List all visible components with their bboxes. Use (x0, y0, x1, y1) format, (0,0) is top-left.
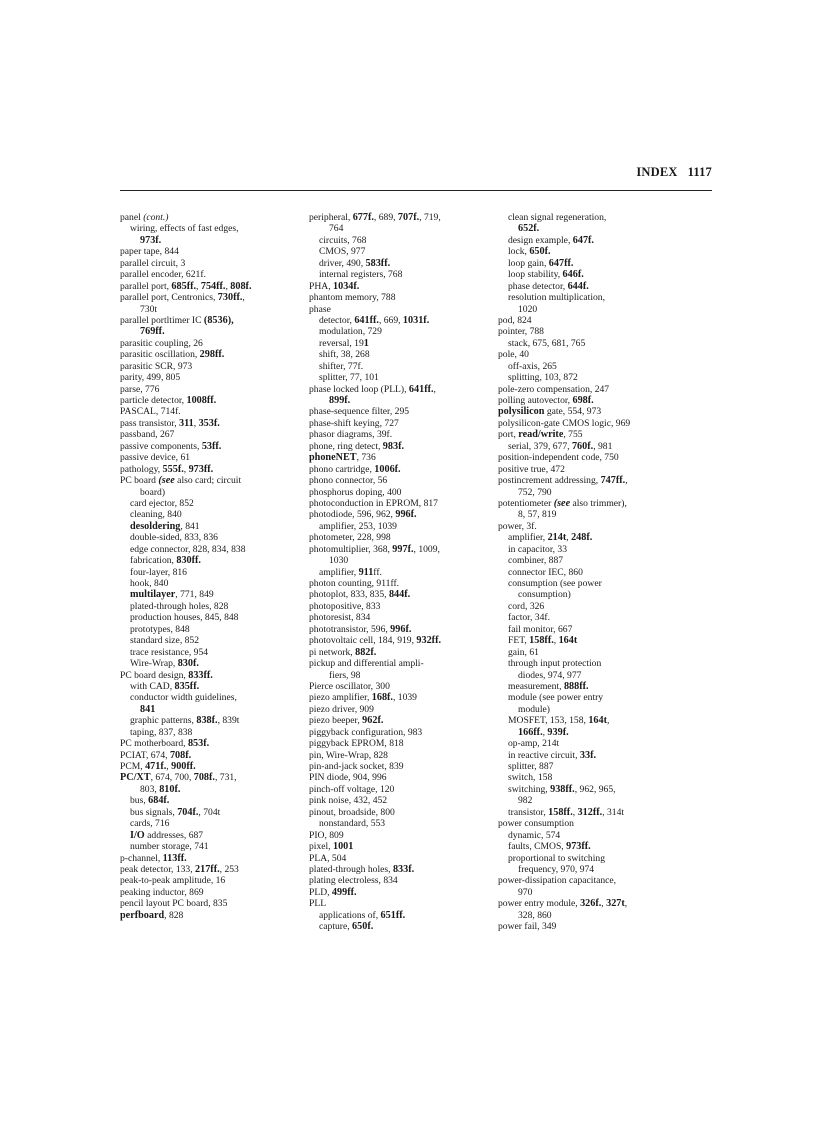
index-subentry: multilayer, 771, 849 (130, 589, 214, 601)
index-subentry: 841 (140, 703, 156, 715)
index-subentry: faults, CMOS, 973ff. (508, 841, 591, 853)
index-entry: piezo amplifier, 168f., 1039 (309, 692, 417, 704)
index-subentry: nonstandard, 553 (319, 818, 386, 830)
index-entry: parallel circuit, 3 (120, 257, 186, 269)
index-subentry: bus signals, 704f., 704t (130, 806, 221, 818)
index-entry: plated-through holes, 833f. (309, 863, 415, 875)
index-subentry: plated-through holes, 828 (130, 600, 229, 612)
index-subentry: measurement, 888ff. (508, 680, 589, 692)
index-entry: polysilicon gate, 554, 973 (498, 406, 602, 418)
index-subentry: proportional to switching (508, 852, 605, 864)
index-subentry: CMOS, 977 (319, 246, 366, 258)
index-entry: p-channel, 113ff. (120, 852, 187, 864)
index-subentry: prototypes, 848 (130, 623, 190, 635)
index-subentry: wiring, effects of fast edges, (130, 223, 239, 235)
index-subentry: op-amp, 214t (508, 738, 560, 750)
index-subentry: four-layer, 816 (130, 566, 187, 578)
index-subentry: switching, 938ff., 962, 965, (508, 783, 616, 795)
index-entry: paper tape, 844 (120, 246, 179, 258)
page-header (120, 165, 712, 185)
index-entry: parasitic coupling, 26 (120, 337, 203, 349)
index-entry: passband, 267 (120, 429, 175, 441)
index-entry: PC/XT, 674, 700, 708f., 731, (120, 772, 237, 784)
index-subentry: 752, 790 (518, 486, 552, 498)
index-subentry: 899f. (329, 395, 351, 406)
index-subentry: module (see power entry (508, 692, 604, 704)
index-entry: polling autovector, 698f. (498, 395, 594, 406)
index-entry: pin-and-jack socket, 839 (309, 761, 404, 772)
index-subentry: shifter, 77f. (319, 360, 364, 372)
index-subentry: clean signal regeneration, (508, 212, 607, 223)
index-subentry: 730t (140, 303, 158, 315)
index-subentry: with CAD, 835ff. (130, 680, 200, 692)
index-subentry: 8, 57, 819 (518, 509, 557, 521)
index-subentry: loop stability, 646f. (508, 269, 584, 281)
index-subentry: card ejector, 852 (130, 497, 194, 509)
index-subentry: loop gain, 647ff. (508, 257, 574, 269)
index-entry: pod, 824 (498, 314, 532, 326)
index-subentry: internal registers, 768 (319, 269, 403, 281)
index-entry: pole, 40 (498, 349, 529, 361)
index-subentry: transistor, 158ff., 312ff., 314t (508, 806, 625, 818)
index-entry: photovoltaic cell, 184, 919, 932ff. (309, 635, 442, 647)
index-entry: power fail, 349 (498, 921, 557, 933)
index-entry: parallel port, 685ff., 754ff., 808f. (120, 280, 252, 292)
index-subentry: connector IEC, 860 (508, 566, 583, 578)
index-subentry: fabrication, 830ff. (130, 555, 201, 567)
index-subentry: 982 (518, 795, 533, 807)
index-entry: peripheral, 677f., 689, 707f., 719, (309, 212, 441, 223)
index-entry: PLL (309, 898, 327, 910)
index-subentry: combiner, 887 (508, 555, 564, 567)
index-subentry: frequency, 970, 974 (518, 863, 595, 875)
index-entry: parasitic SCR, 973 (120, 360, 193, 372)
index-entry: pointer, 788 (498, 326, 544, 338)
index-entry: phoneNET, 736 (309, 452, 376, 464)
index-entry: phase (309, 303, 331, 315)
index-subentry: modulation, 729 (319, 326, 382, 338)
index-entry: postincrement addressing, 747ff., (498, 475, 628, 487)
index-entry: particle detector, 1008ff. (120, 395, 217, 406)
index-subentry: shift, 38, 268 (319, 349, 370, 361)
index-entry: PASCAL, 714f. (120, 406, 181, 418)
index-subentry: switch, 158 (508, 772, 553, 784)
index-subentry: cord, 326 (508, 600, 545, 612)
index-subentry: circuits, 768 (319, 234, 367, 246)
index-entry: phosphorus doping, 400 (309, 486, 402, 498)
index-entry: piezo beeper, 962f. (309, 715, 384, 727)
index-subentry: hook, 840 (130, 578, 169, 589)
index-entry: peak-to-peak amplitude, 16 (120, 875, 226, 887)
index-entry: phono cartridge, 1006f. (309, 463, 401, 475)
index-entry: pinch-off voltage, 120 (309, 783, 395, 795)
index-subentry: design example, 647f. (508, 234, 594, 246)
index-subentry: amplifier, 911ff. (319, 566, 382, 578)
index-entry: peak detector, 133, 217ff., 253 (120, 863, 239, 875)
index-entry: parallel encoder, 621f. (120, 269, 206, 281)
index-subentry: amplifier, 253, 1039 (319, 520, 397, 532)
index-entry: pathology, 555f., 973ff. (120, 463, 214, 475)
index-subentry: double-sided, 833, 836 (130, 532, 218, 544)
index-entry: pass transistor, 311, 353f. (120, 417, 220, 429)
index-entry: PIN diode, 904, 996 (309, 772, 387, 784)
index-entry: pin, Wire-Wrap, 828 (309, 749, 388, 761)
index-subentry: stack, 675, 681, 765 (508, 337, 586, 349)
index-subentry: applications of, 651ff. (319, 909, 406, 921)
index-subentry: 1030 (329, 555, 349, 567)
index-entry: pickup and differential ampli- (309, 658, 424, 670)
index-entry: PCIAT, 674, 708f. (120, 749, 192, 761)
index-entry: power entry module, 326f., 327t, (498, 898, 628, 910)
index-entry: parasitic oscillation, 298ff. (120, 349, 225, 361)
index-subentry: diodes, 974, 977 (518, 669, 582, 681)
index-subentry: production houses, 845, 848 (130, 612, 239, 624)
index-entry: photon counting, 911ff. (309, 578, 400, 589)
index-subentry: fiers, 98 (329, 669, 361, 681)
index-entry: Pierce oscillator, 300 (309, 680, 390, 692)
index-subentry: 1020 (518, 303, 538, 315)
index-subentry: splitter, 77, 101 (319, 372, 379, 384)
index-entry: phantom memory, 788 (309, 292, 396, 304)
index-subentry: 970 (518, 886, 533, 898)
index-entry: plating electroless, 834 (309, 875, 398, 887)
index-entry: parallel portltimer IC (8536), (120, 314, 234, 326)
index-subentry: splitting, 103, 872 (508, 372, 578, 384)
index-subentry: FET, 158ff., 164t (508, 635, 578, 647)
index-subentry: trace resistance, 954 (130, 646, 209, 658)
index-subentry: 769ff. (140, 326, 165, 338)
index-subentry: off-axis, 265 (508, 360, 557, 372)
index-entry: photoconduction in EPROM, 817 (309, 497, 438, 509)
index-subentry: cards, 716 (130, 818, 170, 830)
index-subentry: 328, 860 (518, 909, 552, 921)
index-subentry: in reactive circuit, 33f. (508, 749, 597, 761)
index-subentry: reversal, 191 (319, 337, 369, 349)
index-subentry: in capacitor, 33 (508, 543, 568, 555)
index-subentry: bus, 684f. (130, 795, 170, 807)
index-entry: phasor diagrams, 39f. (309, 429, 393, 441)
index-entry: power, 3f. (498, 520, 537, 532)
index-entry: piezo driver, 909 (309, 703, 374, 715)
index-entry: PC motherboard, 853f. (120, 738, 210, 750)
index-subentry: MOSFET, 153, 158, 164t, (508, 715, 610, 727)
index-entry: position-independent code, 750 (498, 452, 619, 464)
index-entry: photopositive, 833 (309, 600, 381, 612)
index-entry: PHA, 1034f. (309, 280, 360, 292)
index-entry: phase-sequence filter, 295 (309, 406, 410, 418)
index-entry: PLA, 504 (309, 852, 347, 864)
index-subentry: capture, 650f. (319, 921, 374, 933)
index-entry: parallel port, Centronics, 730ff., (120, 292, 245, 304)
index-subentry: factor, 34f. (508, 612, 550, 624)
index-subentry: conductor width guidelines, (130, 692, 237, 704)
index-subentry: consumption (see power (508, 578, 602, 589)
index-subentry: graphic patterns, 838f., 839t (130, 715, 240, 727)
index-entry: perfboard, 828 (120, 909, 184, 921)
index-entry: phase locked loop (PLL), 641ff., (309, 383, 436, 395)
index-entry: passive components, 53ff. (120, 440, 222, 452)
index-subentry: board) (140, 486, 166, 498)
index-entry: photomultiplier, 368, 997f., 1009, (309, 543, 440, 555)
running-head: INDEX 1117 (636, 165, 712, 179)
index-subentry: desoldering, 841 (130, 520, 200, 532)
index-entry: PC board (see also card; circuit (120, 475, 242, 487)
index-subentry: 973f. (140, 234, 162, 246)
index-entry: phone, ring detect, 983f. (309, 440, 405, 452)
index-entry: parity, 499, 805 (120, 372, 181, 384)
index-subentry: I/O addresses, 687 (130, 829, 204, 841)
index-subentry: standard size, 852 (130, 635, 200, 647)
index-entry: PLD, 499ff. (309, 886, 357, 898)
index-entry: pink noise, 432, 452 (309, 795, 388, 807)
index-column-1 (120, 212, 306, 921)
header-rule (120, 190, 712, 191)
index-entry: photometer, 228, 998 (309, 532, 391, 544)
index-subentry: Wire-Wrap, 830f. (130, 658, 199, 670)
index-subentry: splitter, 887 (508, 761, 554, 772)
index-subentry: taping, 837, 838 (130, 726, 193, 738)
index-column-3 (498, 212, 712, 933)
index-subentry: cleaning, 840 (130, 509, 182, 521)
index-entry: PC board design, 833ff. (120, 669, 213, 681)
index-subentry: number storage, 741 (130, 841, 209, 853)
index-entry: pixel, 1001 (309, 841, 354, 853)
index-subentry: module) (518, 703, 550, 715)
index-subentry: through input protection (508, 658, 602, 670)
index-entry: photoplot, 833, 835, 844f. (309, 589, 411, 601)
index-subentry: 166ff., 939f. (518, 726, 569, 738)
index-subentry: 803, 810f. (140, 783, 181, 795)
index-subentry: resolution multiplication, (508, 292, 605, 304)
index-entry: passive device, 61 (120, 452, 191, 464)
index-entry: panel (cont.) (120, 212, 169, 223)
index-subentry: detector, 641ff., 669, 1031f. (319, 314, 430, 326)
index-column-2 (309, 212, 495, 933)
index-subentry: 652f. (518, 223, 540, 235)
index-subentry: amplifier, 214t, 248f. (508, 532, 593, 544)
index-entry: piggyback EPROM, 818 (309, 738, 404, 750)
index-entry: pencil layout PC board, 835 (120, 898, 228, 910)
index-subentry: gain, 61 (508, 646, 539, 658)
index-subentry: dynamic, 574 (508, 829, 561, 841)
index-subentry: 764 (329, 223, 344, 235)
index-entry: port, read/write, 755 (498, 429, 583, 441)
index-subentry: fail monitor, 667 (508, 623, 573, 635)
index-entry: piggyback configuration, 983 (309, 726, 423, 738)
index-entry: PCM, 471f., 900ff. (120, 761, 196, 772)
index-entry: potentiometer (see also trimmer), (498, 497, 627, 509)
index-entry: pi network, 882f. (309, 646, 377, 658)
index-entry: power consumption (498, 818, 574, 830)
index-entry: photoresist, 834 (309, 612, 371, 624)
index-entry: pinout, broadside, 800 (309, 806, 395, 818)
index-subentry: consumption) (518, 589, 571, 601)
index-subentry: edge connector, 828, 834, 838 (130, 543, 246, 555)
index-subentry: serial, 379, 677, 760f., 981 (508, 440, 613, 452)
index-entry: pole-zero compensation, 247 (498, 383, 610, 395)
index-entry: parse, 776 (120, 383, 160, 395)
index-entry: phase-shift keying, 727 (309, 417, 399, 429)
index-subentry: lock, 650f. (508, 246, 551, 258)
index-entry: phototransistor, 596, 996f. (309, 623, 412, 635)
index-entry: PIO, 809 (309, 829, 344, 841)
index-entry: power-dissipation capacitance, (498, 875, 617, 887)
index-entry: peaking inductor, 869 (120, 886, 204, 898)
index-subentry: driver, 490, 583ff. (319, 257, 391, 269)
index-entry: phono connector, 56 (309, 475, 388, 487)
index-entry: photodiode, 596, 962, 996f. (309, 509, 417, 521)
index-entry: polysilicon-gate CMOS logic, 969 (498, 417, 631, 429)
index-subentry: phase detector, 644f. (508, 280, 589, 292)
index-entry: positive true, 472 (498, 463, 565, 475)
